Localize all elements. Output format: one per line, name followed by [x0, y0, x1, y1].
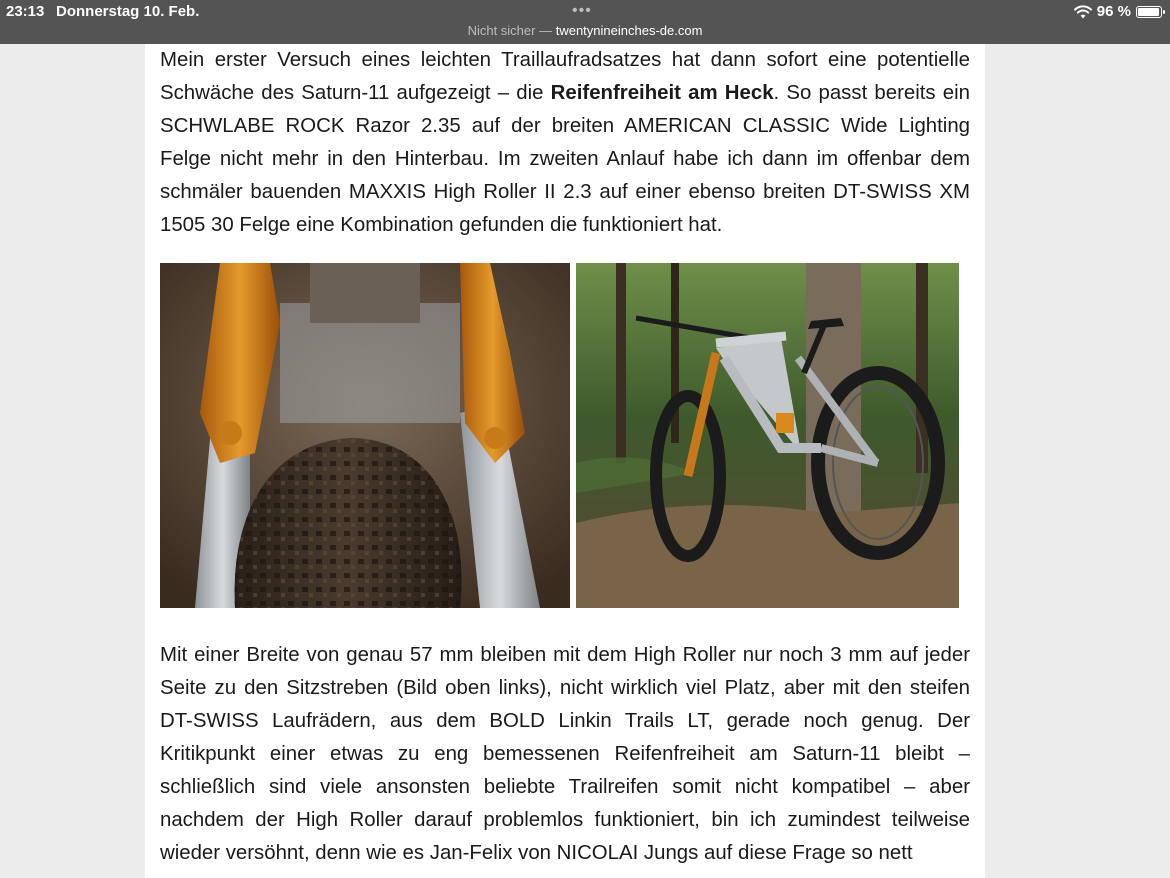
status-bar: [0, 0, 1170, 44]
paragraph-1-bold: Reifenfreiheit am Heck: [550, 82, 774, 104]
paragraph-1-text-a: Mein erster Versuch eines leichten Traillaufradsatzes hat dann sofort eine potentielle Schwäche des Saturn-11 aufgezeigt – die: [160, 49, 970, 104]
bike-illustration: [576, 263, 959, 608]
security-warning: Nicht sicher —: [467, 23, 553, 38]
tire-clearance-illustration: [160, 263, 570, 608]
url-host: twentynineinches-de.com: [555, 23, 703, 38]
status-time: 23:13: [6, 3, 45, 20]
battery-icon: [1136, 6, 1162, 18]
status-date: Donnerstag 10. Feb.: [56, 3, 200, 20]
article-page: [145, 44, 985, 878]
article-paragraph-2: Mit einer Breite von genau 57 mm bleiben mit dem High Roller nur noch 3 mm auf jeder Seite zu den Sitzstreben (Bild oben links), nicht wirklich viel Platz, aber mit den steifen DT-SWISS Laufrädern, aus dem BOLD Linkin Trails LT, gerade noch genug. Der Kritikpunkt einer etwas zu eng bemessenen Reifenfreiheit am Saturn-11 bleibt – schließlich sind viele ansonsten beliebte Trailreifen somit nicht kompatibel – aber nachdem der High Roller darauf problemlos funktioniert, bin ich zumindest teilweise wieder versöhnt, denn wie es Jan-Felix von NICOLAI Jungs auf diese Frage so nett: [160, 644, 970, 864]
battery-level: [1138, 8, 1159, 16]
wifi-icon: [1074, 5, 1092, 19]
photo-bike-side-view[interactable]: [576, 263, 959, 608]
tab-options-icon[interactable]: •••: [572, 2, 592, 19]
address-bar[interactable]: [0, 23, 1170, 38]
paragraph-1-text-b: . So passt bereits ein SCHWLABE ROCK Razor 2.35 auf der breiten AMERICAN CLASSIC Wide Lighting Felge nicht mehr in den Hinterbau. Im zweiten Anlauf habe ich dann im offenbar dem schmäler bauenden MAXXIS High Roller II 2.3 auf einer ebenso breiten DT-SWISS XM 1505 30 Felge eine Kombination gefunden die funktioniert hat.: [160, 82, 970, 236]
photo-tire-clearance[interactable]: [160, 263, 570, 608]
battery-percent: 96 %: [1096, 3, 1131, 20]
status-indicators: [1074, 3, 1162, 20]
article-paragraph-1: [160, 44, 970, 242]
